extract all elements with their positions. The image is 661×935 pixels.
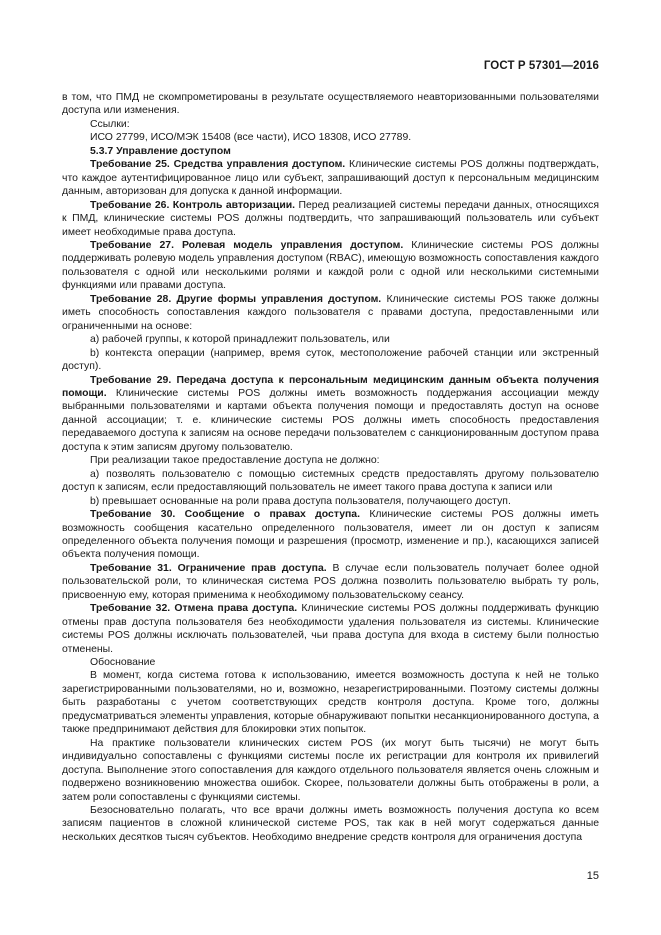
requirement-28 — [62, 293, 599, 333]
requirement-31-text: В случае если пользователь получает более одной пользовательской роли, то клиническая система POS должна позволить пользователю выбрать ту роль, присвоенную ему, которая применима к необходимому пользовательскому сеансу. — [62, 562, 599, 601]
requirement-28-item-a: а) рабочей группы, к которой принадлежит пользователь, или — [90, 334, 390, 346]
references-label: Ссылки: — [90, 118, 130, 130]
rationale-paragraph-1: В момент, когда система готова к использованию, имеется возможность доступа к ней не только зарегистрированными пользователями, но и, возможно, незарегистрированными. Поэтому системы должны быть разработаны с учетом соответствующих средств контроля доступа. Кроме того, должны предусматриваться элементы управления, которые обнаруживают попытки несанкционированного доступа, а также предпринимают действия для блокировки этих попыток. — [62, 670, 599, 736]
requirement-32 — [62, 602, 599, 656]
requirement-32-title: Требование 32. Отмена права доступа. — [90, 603, 298, 615]
requirement-25-text: Клинические системы POS должны подтверждать, что каждое аутентифицированное лицо или субъект, запрашивающий доступ к персональным медицинским данным, авторизован для допуска к данной информации. — [62, 159, 599, 198]
requirement-32-text: Клинические системы POS должны поддерживать функцию отмены прав доступа пользователя без необходимости удаления пользователя из системы. Клинические системы POS должны исключать пользователей, чьи права доступа для входа в систему были полностью отменены. — [62, 603, 599, 655]
requirement-25-title: Требование 25. Средства управления доступом. — [90, 159, 346, 171]
requirement-27-text: Клинические системы POS должны поддерживать ролевую модель управления доступом (RBAC), имеющую возможность сопоставления каждого пользователя с одной или несколькими ролями и каждой роли с одной или несколькими системными функциями или правами доступа. — [62, 239, 599, 292]
rationale-label: Обоснование — [90, 657, 156, 669]
requirement-31-title: Требование 31. Ограничение прав доступа. — [90, 562, 327, 574]
requirement-25 — [62, 158, 599, 198]
document-header-standard: ГОСТ Р 57301—2016 — [483, 60, 599, 72]
requirement-31 — [62, 562, 599, 602]
requirement-28-text: Клинические системы POS также должны иметь способность сопоставления каждого пользователя с правами доступа, предоставленными или ограниченными на основе: — [62, 293, 599, 332]
requirement-28-item-b: b) контекста операции (например, время суток, местоположение рабочей станции или экстренный доступ). — [62, 347, 599, 373]
section-heading: 5.3.7 Управление доступом — [90, 145, 231, 157]
references-text: ИСО 27799, ИСО/МЭК 15408 (все части), ИСО 18308, ИСО 27789. — [90, 132, 412, 144]
requirement-30-title: Требование 30. Сообщение о правах доступа. — [90, 509, 361, 521]
requirement-30 — [62, 508, 599, 562]
requirement-27-title: Требование 27. Ролевая модель управления доступом. — [90, 239, 404, 251]
requirement-29 — [62, 374, 599, 455]
requirement-30-text: Клинические системы POS должны иметь возможность сообщения касательно определенного пользователя, имеет ли он доступ к записям определенного объекта получения помощи и разрешения (просмотр, изменение и пр.), касающихся записей объекта получения помощи. — [62, 509, 599, 561]
requirement-29-item-b: b) превышает основанные на роли права доступа пользователя, получающего доступ. — [90, 495, 511, 507]
requirement-26-text: Перед реализацией системы передачи данных, относящихся к ПМД, клинические системы POS должны подтвердить, что запрашивающий пользователь или субъект имеет необходимые права доступа. — [62, 199, 599, 238]
requirement-29-item-a: а) позволять пользователю с помощью системных средств предоставлять другому пользователю доступ к записям, если предоставляющий пользователь не имеет такого права доступа к записи или — [62, 468, 599, 494]
requirement-29-title: Требование 29. Передача доступа к персональным медицинским данным объекта получения помощи. — [62, 374, 599, 399]
requirement-29-text: Клинические системы POS должны иметь возможность поддержания ассоциации между выбранными пользователями и картами объекта получения помощи и предоставлять доступ на основе данной ассоциации; т. е. клинические системы POS должны иметь способность предоставления передаваемого доступа к записям на основе передачи пользователем с санкционированным доступом права доступа к этим записям другому пользователю. — [62, 387, 599, 453]
requirement-29-intro: При реализации такое предоставление доступа не должно: — [90, 455, 380, 467]
document-body — [62, 91, 599, 844]
rationale-paragraph-3: Безосновательно полагать, что все врачи должны иметь возможность получения доступа ко всем записям пациентов в сложной клинической системе POS, так как в ней могут содержаться данные нескольких десятков тысяч субъектов. Необходимо внедрение средств контроля для ограничения доступа — [62, 805, 599, 843]
page-number: 15 — [586, 870, 599, 882]
rationale-paragraph-2: На практике пользователи клинических систем POS (их могут быть тысячи) не могут быть индивидуально сопоставлены с функциями системы после их регистрации для контроля их привилегий доступа. Выполнение этого сопоставления для каждого отдельного пользователя является очень сложным и подвержено возникновению множества ошибок. Скорее, пользователи должны быть отображены в роли, а затем роли сопоставлены с функциями системы. — [62, 737, 599, 803]
requirement-26-title: Требование 26. Контроль авторизации. — [90, 199, 296, 211]
paragraph-intro: в том, что ПМД не скомпрометированы в результате осуществляемого неавторизованными пользователями доступа или изменения. — [62, 92, 599, 117]
requirement-26 — [62, 199, 599, 239]
requirement-28-title: Требование 28. Другие формы управления доступом. — [90, 293, 382, 305]
requirement-27 — [62, 239, 599, 293]
